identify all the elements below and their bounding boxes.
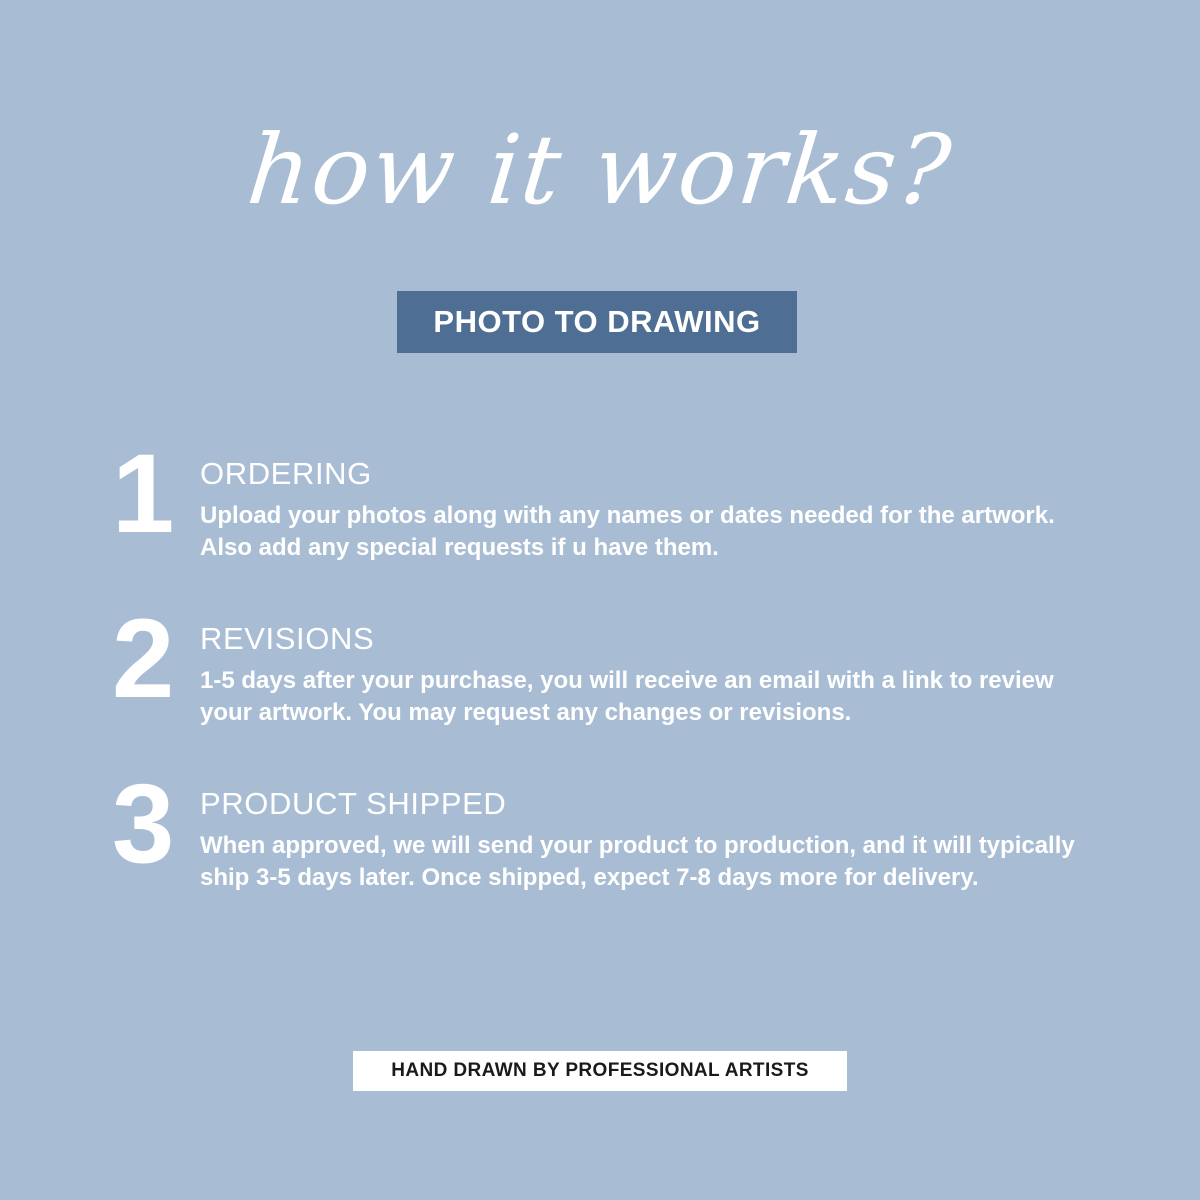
step-number: 3 (112, 760, 175, 886)
step-item (0, 431, 1200, 565)
product-banner-label: PHOTO TO DRAWING (433, 304, 761, 339)
step-description: Upload your photos along with any names or dates needed for the artwork. Also add any special requests if u have them. (200, 502, 1055, 562)
product-banner (397, 291, 797, 353)
page-title: how it works? (242, 114, 958, 226)
steps-list (0, 431, 1200, 936)
step-title: ORDERING (200, 456, 372, 491)
step-title: REVISIONS (200, 620, 375, 656)
step-number: 1 (112, 431, 175, 556)
step-body (200, 607, 1090, 730)
footer-badge-label: HAND DRAWN BY PROFESSIONAL ARTISTS (391, 1060, 809, 1081)
step-item (0, 760, 1200, 895)
step-description: 1-5 days after your purchase, you will receive an email with a link to review your artwork. You may request any changes or revisions. (200, 666, 1054, 727)
step-item (0, 595, 1200, 730)
step-body (200, 772, 1090, 895)
step-title: PRODUCT SHIPPED (200, 785, 507, 821)
step-description: When approved, we will send your product to production, and it will typically ship 3-5 days later. Once shipped, expect 7-8 days more for delivery. (200, 831, 1075, 891)
step-number: 2 (112, 595, 175, 721)
footer-badge (353, 1051, 847, 1091)
step-body (200, 442, 1090, 565)
